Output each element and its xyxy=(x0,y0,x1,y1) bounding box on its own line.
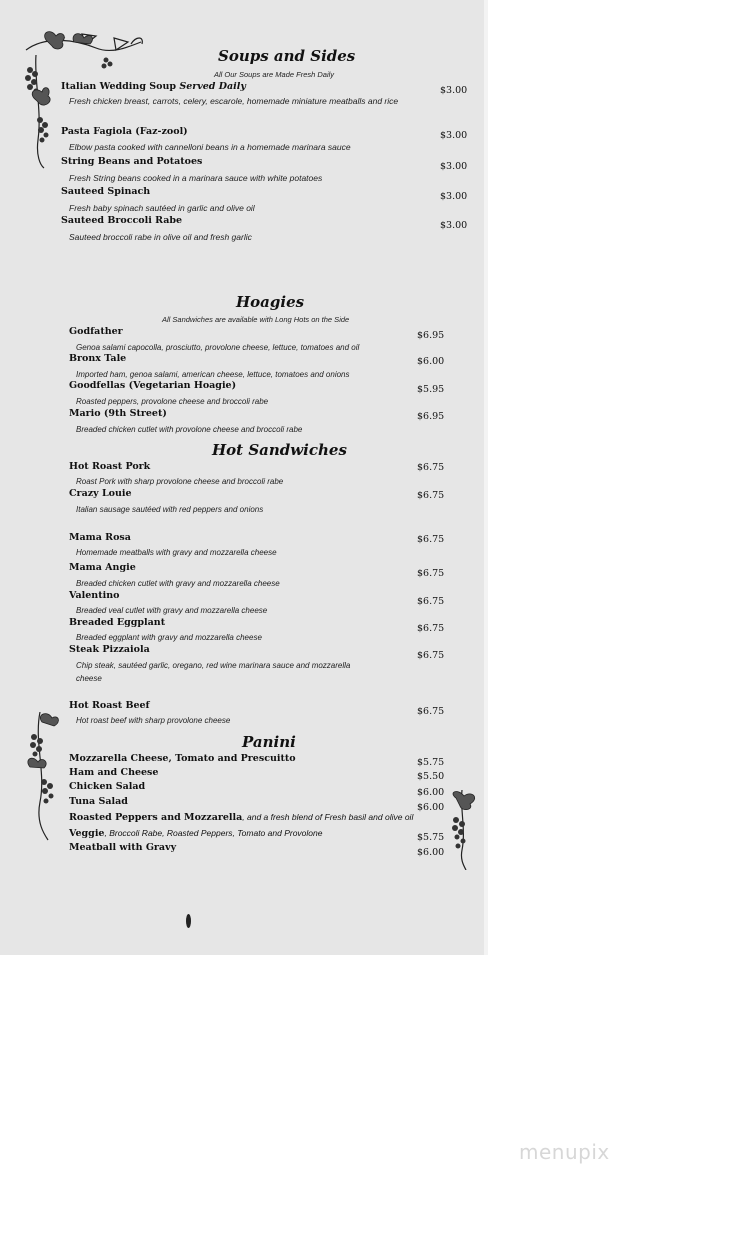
item-note: Served Daily xyxy=(179,81,246,92)
item-description: , and a fresh blend of Fresh basil and olive oil xyxy=(242,812,414,822)
item-name: Hot Roast Pork xyxy=(69,461,151,472)
item-price: $5.75 xyxy=(417,832,445,843)
item-description: Homemade meatballs with gravy and mozzarella cheese xyxy=(76,548,277,557)
item-price: $3.00 xyxy=(440,85,468,96)
item-name: Italian Wedding Soup Served Daily xyxy=(61,81,246,92)
item-description: Chip steak, sautéed garlic, oregano, red wine marinara sauce and mozzarella cheese xyxy=(76,661,351,683)
page-edge xyxy=(484,0,488,955)
item-price: $6.75 xyxy=(417,596,445,607)
item-price: $6.75 xyxy=(417,706,445,717)
item-price: $6.75 xyxy=(417,650,445,661)
item-name: Godfather xyxy=(69,326,123,337)
item-price: $6.75 xyxy=(417,490,445,501)
item-name: Mama Rosa xyxy=(69,532,131,543)
item-price: $3.00 xyxy=(440,220,468,231)
item-price: $6.95 xyxy=(417,411,445,422)
item-name: Mario (9th Street) xyxy=(69,408,167,419)
item-description: Breaded eggplant with gravy and mozzarella cheese xyxy=(76,633,262,642)
item-description: Hot roast beef with sharp provolone cheese xyxy=(76,716,231,725)
item-price: $3.00 xyxy=(440,130,468,141)
section-title-hot-sandwiches: Hot Sandwiches xyxy=(212,441,347,459)
item-name: Steak Pizzaiola xyxy=(69,644,150,655)
item-price: $6.00 xyxy=(417,802,445,813)
section-title-hoagies: Hoagies xyxy=(236,293,305,311)
item-description: Italian sausage sautéed with red peppers and onions xyxy=(76,505,264,514)
grape-vine-icon xyxy=(20,712,65,842)
ink-mark xyxy=(186,914,191,928)
item-price: $5.75 xyxy=(417,757,445,768)
item-description: Roasted peppers, provolone cheese and broccoli rabe xyxy=(76,397,269,406)
item-description: Fresh baby spinach sautéed in garlic and olive oil xyxy=(69,203,255,213)
item-name: Sauteed Spinach xyxy=(61,186,151,197)
item-name: Chicken Salad xyxy=(69,781,146,792)
item-name: String Beans and Potatoes xyxy=(61,156,203,167)
item-price: $6.75 xyxy=(417,623,445,634)
item-name: Mama Angie xyxy=(69,562,136,573)
item-description: Genoa salami capocolla, prosciutto, provolone cheese, lettuce, tomatoes and oil xyxy=(76,343,360,352)
grape-vine-icon xyxy=(442,790,482,870)
item-price: $6.75 xyxy=(417,462,445,473)
item-description: Roast Pork with sharp provolone cheese and broccoli rabe xyxy=(76,477,284,486)
item-description: Breaded chicken cutlet with gravy and mozzarella cheese xyxy=(76,579,280,588)
item-price: $5.95 xyxy=(417,384,445,395)
item-price: $6.75 xyxy=(417,568,445,579)
item-name: Meatball with Gravy xyxy=(69,842,177,853)
item-price: $6.95 xyxy=(417,330,445,341)
section-title-soups: Soups and Sides xyxy=(218,47,356,65)
item-name: Crazy Louie xyxy=(69,488,132,499)
item-name: Tuna Salad xyxy=(69,796,128,807)
item-description: , Broccoli Rabe, Roasted Peppers, Tomato and Provolone xyxy=(104,828,323,838)
item-name: Veggie, Broccoli Rabe, Roasted Peppers, Tomato and Provolone xyxy=(69,828,323,839)
item-name: Goodfellas (Vegetarian Hoagie) xyxy=(69,380,237,391)
item-price: $6.00 xyxy=(417,847,445,858)
item-name: Bronx Tale xyxy=(69,353,127,364)
item-name: Breaded Eggplant xyxy=(69,617,166,628)
item-description: Breaded chicken cutlet with provolone cheese and broccoli rabe xyxy=(76,425,303,434)
item-name: Mozzarella Cheese, Tomato and Prescuitto xyxy=(69,753,296,764)
item-price: $3.00 xyxy=(440,161,468,172)
item-description: Elbow pasta cooked with cannelloni beans in a homemade marinara sauce xyxy=(69,142,351,152)
item-name: Valentino xyxy=(69,590,120,601)
item-name: Roasted Peppers and Mozzarella, and a fresh blend of Fresh basil and olive oil xyxy=(69,812,414,823)
item-price: $6.00 xyxy=(417,787,445,798)
item-name: Pasta Fagiola (Faz-zool) xyxy=(61,126,188,137)
item-description: Fresh String beans cooked in a marinara sauce with white potatoes xyxy=(69,173,323,183)
item-price: $6.75 xyxy=(417,534,445,545)
watermark: menupix xyxy=(519,1140,610,1164)
item-description: Breaded veal cutlet with gravy and mozzarella cheese xyxy=(76,606,268,615)
item-description: Fresh chicken breast, carrots, celery, escarole, homemade miniature meatballs and rice xyxy=(69,96,399,106)
item-price: $3.00 xyxy=(440,191,468,202)
item-price: $6.00 xyxy=(417,356,445,367)
section-title-panini: Panini xyxy=(242,733,296,751)
section-subtitle-hoagies: All Sandwiches are available with Long Hots on the Side xyxy=(162,315,350,324)
item-name: Ham and Cheese xyxy=(69,767,159,778)
item-description: Imported ham, genoa salami, american cheese, lettuce, tomatoes and onions xyxy=(76,370,350,379)
item-price: $5.50 xyxy=(417,771,445,782)
item-description: Sauteed broccoli rabe in olive oil and fresh garlic xyxy=(69,232,252,242)
section-subtitle-soups: All Our Soups are Made Fresh Daily xyxy=(214,70,335,79)
item-name: Sauteed Broccoli Rabe xyxy=(61,215,183,226)
item-name: Hot Roast Beef xyxy=(69,700,150,711)
